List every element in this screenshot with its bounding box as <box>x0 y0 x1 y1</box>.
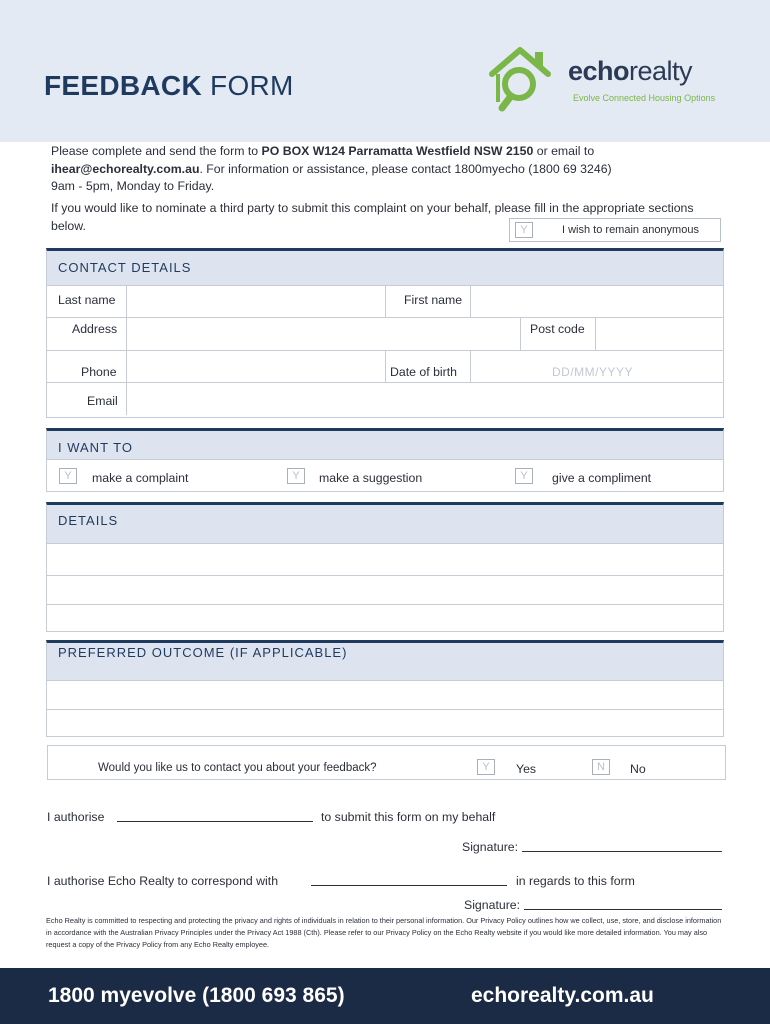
contact-no-label: No <box>630 762 646 776</box>
phone-label: Phone <box>81 365 117 379</box>
i-want-to-heading: I WANT TO <box>47 431 723 459</box>
preferred-outcome-section <box>46 640 724 737</box>
signature-label-2: Signature: <box>464 898 521 912</box>
dob-field[interactable]: DD/MM/YYYY <box>552 365 634 379</box>
authorise-label-1: I authorise <box>47 810 105 824</box>
want-options-row <box>47 459 723 492</box>
first-name-label: First name <box>404 293 463 307</box>
contact-details-heading: CONTACT DETAILS <box>47 251 723 285</box>
logo-tagline: Evolve Connected Housing Options <box>573 93 716 103</box>
contact-preference-box <box>47 745 726 780</box>
outcome-line-1[interactable] <box>47 680 723 709</box>
contact-no-checkbox[interactable]: N <box>592 759 610 775</box>
third-party-text: If you would like to nominate a third party to submit this complaint on your behalf, please fill in the appropriate sections below. <box>51 201 694 233</box>
first-name-field[interactable] <box>471 286 723 317</box>
email-label: Email <box>87 394 118 408</box>
footer-band <box>0 968 770 1024</box>
contact-yes-label: Yes <box>516 762 537 776</box>
post-code-field[interactable] <box>596 318 723 350</box>
last-name-label: Last name <box>58 293 116 307</box>
contact-details-section <box>46 248 724 418</box>
details-heading: DETAILS <box>47 505 723 543</box>
complaint-label: make a complaint <box>92 471 189 485</box>
address-row <box>47 317 723 350</box>
signature-line-1[interactable] <box>522 851 722 852</box>
phone-row <box>47 350 723 382</box>
i-want-to-section <box>46 428 724 492</box>
anonymous-label: I wish to remain anonymous <box>562 224 699 236</box>
logo-wordmark: echorealty <box>568 56 693 86</box>
suggestion-label: make a suggestion <box>319 471 423 485</box>
name-row <box>47 285 723 317</box>
details-line-3[interactable] <box>47 604 723 632</box>
email-row <box>47 382 723 415</box>
anonymous-checkbox[interactable]: Y <box>515 222 533 238</box>
preferred-outcome-heading: PREFERRED OUTCOME (IF APPLICABLE) <box>47 643 723 680</box>
details-section <box>46 502 724 632</box>
complaint-checkbox[interactable]: Y <box>59 468 77 484</box>
signature-label-1: Signature: <box>462 840 519 854</box>
house-magnifier-icon <box>486 44 566 114</box>
contact-question-label: Would you like us to contact you about your feedback? <box>98 762 377 774</box>
address-field[interactable] <box>127 318 519 350</box>
dob-label: Date of birth <box>390 365 457 379</box>
last-name-field[interactable] <box>127 286 384 317</box>
compliment-checkbox[interactable]: Y <box>515 468 533 484</box>
address-label: Address <box>72 322 118 336</box>
post-code-label: Post code <box>530 322 585 336</box>
third-party-name-line[interactable] <box>117 821 313 822</box>
correspondent-name-line[interactable] <box>311 885 507 886</box>
details-line-2[interactable] <box>47 575 723 604</box>
form-title: FEEDBACK FORM <box>44 70 294 101</box>
footer-phone: 1800 myevolve (1800 693 865) <box>48 984 345 1007</box>
contact-yes-checkbox[interactable]: Y <box>477 759 495 775</box>
authorise-suffix-1: to submit this form on my behalf <box>321 810 496 824</box>
phone-field[interactable] <box>127 351 384 382</box>
email-field[interactable] <box>127 383 723 415</box>
intro-text: Please complete and send the form to PO BOX W124 Parramatta Westfield NSW 2150 or email to ihear@echorealty.com.au. For information or assistance, please contact 1800myecho (1800 69 3246) 9am - 5pm, Monday to Friday. <box>51 144 612 193</box>
signature-line-2[interactable] <box>524 909 722 910</box>
details-line-1[interactable] <box>47 543 723 575</box>
suggestion-checkbox[interactable]: Y <box>287 468 305 484</box>
authorise-label-2: I authorise Echo Realty to correspond with <box>47 874 279 888</box>
anonymous-option <box>509 218 721 242</box>
outcome-line-2[interactable] <box>47 709 723 736</box>
footer-website[interactable]: echorealty.com.au <box>471 984 654 1007</box>
echo-realty-logo <box>486 44 726 114</box>
authorise-suffix-2: in regards to this form <box>516 874 635 888</box>
compliment-label: give a compliment <box>552 471 652 485</box>
privacy-statement: Echo Realty is committed to respecting and protecting the privacy and rights of individuals in relation to their personal information. Our Privacy Policy outlines how we collect, use, store, and disclose information in accordance with the Australian Privacy Principles under the Privacy Act 1988 (Cth). Please refer to our Privacy Policy on the Echo Realty website if you would like more detailed information. You may also request a copy of the Privacy Policy from any Echo Realty employee. <box>46 916 722 949</box>
